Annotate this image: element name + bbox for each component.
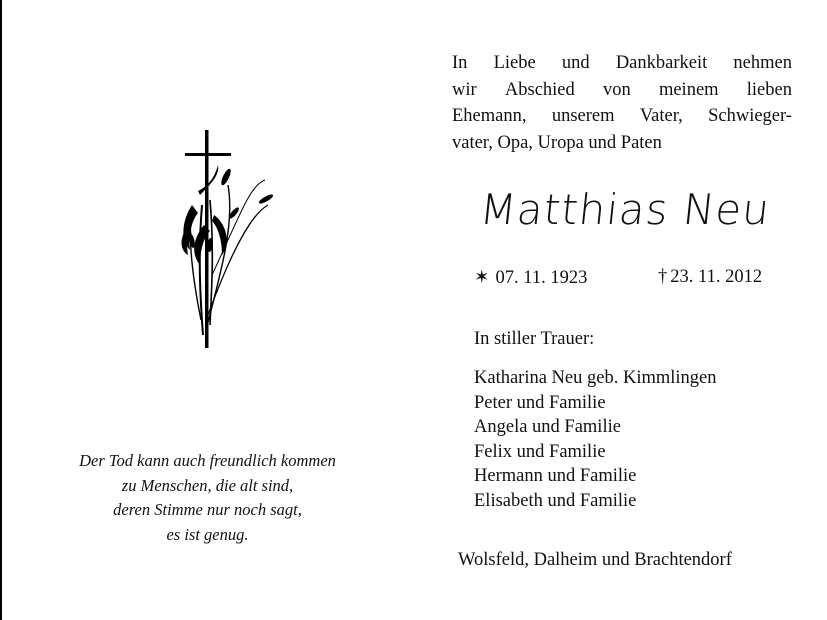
- intro-word: Schwieger-: [708, 106, 792, 126]
- death-date: [658, 267, 762, 288]
- poem: [40, 449, 375, 547]
- intro-word: Abschied: [504, 79, 575, 100]
- poem-line: deren Stimme nur noch sagt,: [113, 500, 302, 519]
- list-item: Angela und Familie: [474, 417, 621, 438]
- intro-word: Dankbarkeit: [615, 53, 708, 73]
- intro-word: nehmen: [733, 53, 792, 73]
- places: Wolsfeld, Dalheim und Brachtendorf: [458, 550, 732, 570]
- list-item: Elisabeth und Familie: [474, 490, 637, 511]
- intro-line: [452, 77, 792, 104]
- cross-with-wheat-icon: [170, 125, 280, 355]
- list-item: Peter und Familie: [474, 392, 606, 413]
- poem-line: es ist genug.: [166, 524, 249, 544]
- intro-word: Vater,: [639, 106, 683, 126]
- birth-date: [474, 267, 587, 289]
- star-icon: ✶: [474, 268, 490, 288]
- death-date-value: 23. 11. 2012: [670, 267, 763, 287]
- intro-word: von: [602, 79, 631, 100]
- intro-word: Ehemann,: [452, 106, 527, 126]
- intro-line: [452, 103, 792, 130]
- intro-line: [452, 130, 792, 157]
- intro-line: [452, 50, 792, 77]
- deceased-name: Matthias Neu: [477, 185, 773, 234]
- intro-word: vater, Opa, Uropa und Paten: [452, 132, 662, 153]
- mourning-heading: In stiller Trauer:: [474, 329, 595, 349]
- intro-text: [452, 50, 792, 156]
- intro-word: Liebe: [493, 53, 536, 73]
- poem-line: Der Tod kann auch freundlich kommen: [79, 451, 336, 470]
- page-border: [0, 0, 2, 620]
- intro-word: wir: [452, 79, 477, 100]
- list-item: Katharina Neu geb. Kimmlingen: [474, 368, 717, 388]
- intro-word: meinem: [658, 79, 719, 100]
- list-item: Felix und Familie: [474, 441, 606, 462]
- intro-word: und: [561, 53, 590, 73]
- family-list: [474, 366, 717, 514]
- poem-line: zu Menschen, die alt sind,: [121, 475, 294, 495]
- intro-word: In: [452, 53, 468, 73]
- dagger-icon: †: [658, 267, 668, 287]
- list-item: Hermann und Familie: [474, 466, 637, 487]
- intro-word: lieben: [746, 79, 792, 100]
- intro-word: unserem: [551, 106, 615, 126]
- birth-date-value: 07. 11. 1923: [495, 268, 588, 288]
